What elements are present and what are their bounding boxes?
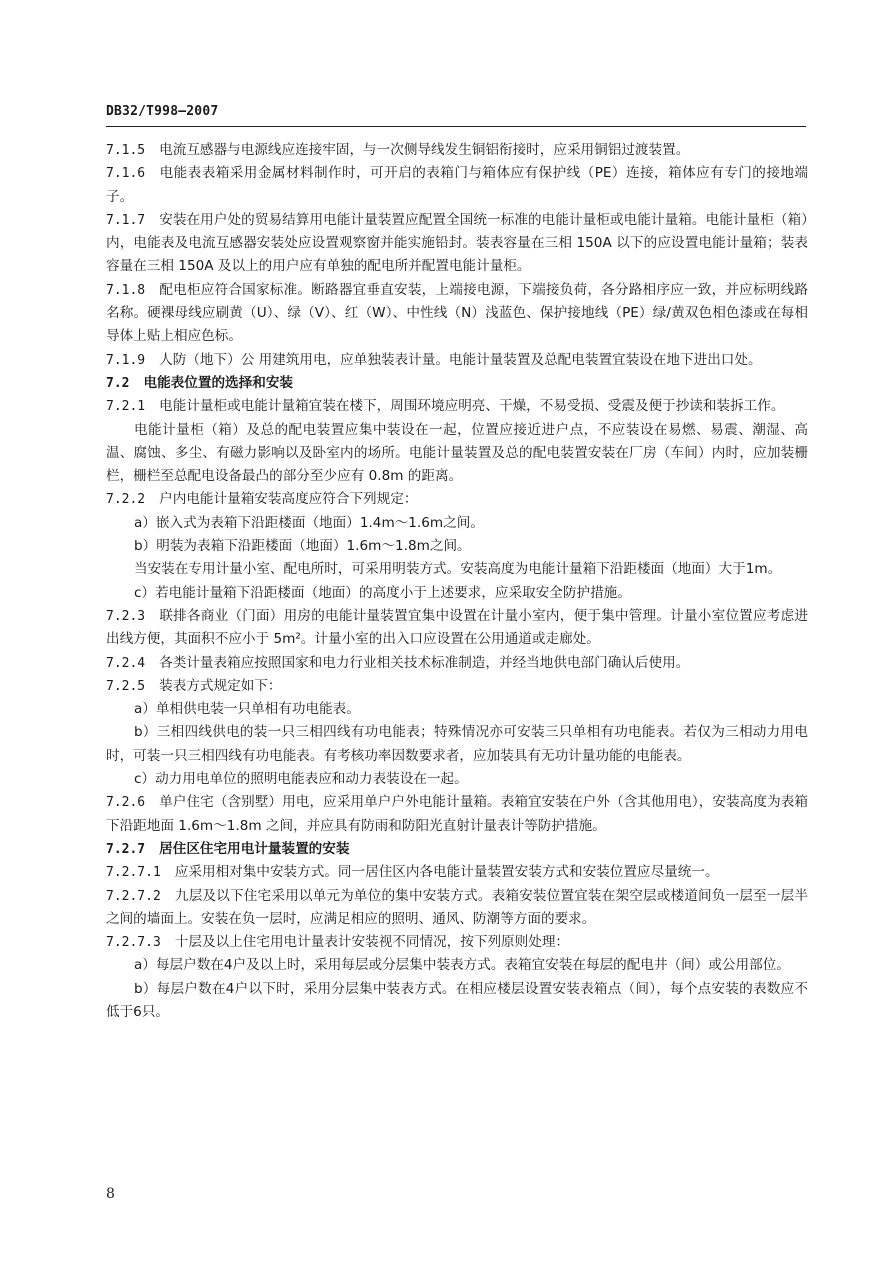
clause-text: 单户住宅（含别墅）用电，应采用单户户外电能计量箱。表箱宜安装在户外（含其他用电），安装高度为表箱下沿距地面 1.6m～1.8m 之间，并应具有防雨和防阳光直射计量表计等防护措施。 — [106, 794, 808, 834]
paragraph — [106, 558, 808, 581]
document-body — [106, 139, 808, 1024]
page-number: 8 — [106, 1186, 115, 1202]
clause-text: 当安装在专用计量小室、配电所时，可采用明装方式。安装高度为电能计量箱下沿距楼面（地面）大于1m。 — [134, 561, 782, 578]
header-rule — [106, 126, 806, 127]
clause-text: 电能计量柜（箱）及总的配电装置应集中装设在一起，位置应接近进户点，不应装设在易燃、易震、潮湿、高温、腐蚀、多尘、有磁力影响以及卧室内的场所。电能计量装置及总的配电装置安装在厂房（车间）内时，应加装栅栏，栅栏至总配电设备最凸的部分至少应有 0.8m 的距离。 — [106, 421, 808, 485]
clause-text: a）每层户数在4户及以上时，采用每层或分层集中装表方式。表箱宜安装在每层的配电井（间）或公用部位。 — [134, 957, 790, 974]
clause-number: 7.2.7.3 — [106, 935, 161, 951]
clause-text: 应采用相对集中安装方式。同一居住区内各电能计量装置安装方式和安装位置应尽量统一。 — [174, 864, 719, 881]
clause-text: b）明装为表箱下沿距楼面（地面）1.6m～1.8m之间。 — [134, 538, 471, 555]
paragraph — [106, 954, 808, 977]
clause-text: 十层及以上住宅用电计量表计安装视不同情况，按下列原则处理： — [174, 934, 570, 951]
paragraph — [106, 279, 808, 349]
clause-text: 各类计量表箱应按照国家和电力行业相关技术标准制造，并经当地供电部门确认后使用。 — [159, 654, 690, 671]
paragraph — [106, 139, 808, 162]
clause-text: b）每层户数在4户以下时，采用分层集中装表方式。在相应楼层设置安装表箱点（间），每个点安装的表数应不低于6只。 — [106, 980, 808, 1020]
clause-number: 7.2.3 — [106, 608, 146, 624]
paragraph — [106, 861, 808, 884]
clause-text: 装表方式规定如下： — [159, 677, 282, 694]
paragraph — [106, 885, 808, 932]
clause-number: 7.1.9 — [106, 352, 146, 368]
clause-number: 7.2.6 — [106, 795, 146, 811]
clause-number: 7.2.5 — [106, 678, 146, 694]
clause-text: 户内电能计量箱安装高度应符合下列规定： — [159, 491, 418, 508]
clause-text: 电能表位置的选择和安装 — [143, 374, 294, 391]
clause-text: 联排各商业（门面）用房的电能计量装置宜集中设置在计量小室内，便于集中管理。计量小室位置应考虑进出线方便，其面积不应小于 5m²。计量小室的出入口应设置在公用通道或走廊处。 — [106, 607, 808, 648]
clause-number: 7.1.7 — [106, 212, 146, 228]
paragraph — [106, 349, 808, 372]
section-heading — [106, 372, 808, 395]
section-heading — [106, 838, 808, 861]
clause-text: a）嵌入式为表箱下沿距楼面（地面）1.4m～1.6m之间。 — [134, 514, 484, 531]
clause-number: 7.2 — [106, 375, 130, 391]
paragraph — [106, 582, 808, 605]
clause-number: 7.1.8 — [106, 282, 146, 298]
clause-text: 居住区住宅用电计量装置的安装 — [159, 840, 350, 857]
paragraph — [106, 652, 808, 675]
paragraph — [106, 488, 808, 511]
clause-text: 电能计量柜或电能计量箱宜装在楼下，周围环境应明亮、干燥，不易受损、受震及便于抄读和装拆工作。 — [159, 398, 785, 415]
clause-number: 7.2.2 — [106, 492, 146, 508]
paragraph — [106, 605, 808, 652]
clause-number: 7.2.1 — [106, 399, 146, 415]
clause-text: c）若电能计量箱下沿距楼面（地面）的高度小于上述要求，应采取安全防护措施。 — [134, 584, 631, 601]
paragraph — [106, 209, 808, 279]
clause-number: 7.2.7.1 — [106, 865, 161, 881]
clause-text: 电流互感器与电源线应连接牢固，与一次侧导线发生铜铝衔接时，应采用铜铝过渡装置。 — [159, 142, 690, 158]
clause-number: 7.1.6 — [106, 166, 146, 182]
clause-number: 7.2.7.2 — [106, 888, 161, 904]
document-code: DB32/T998—2007 — [106, 104, 219, 119]
clause-text: 电能表表箱采用金属材料制作时，可开启的表箱门与箱体应有保护线（PE）连接，箱体应有专门的接地端子。 — [106, 165, 808, 205]
paragraph — [106, 768, 808, 791]
clause-text: b）三相四线供电的装一只三相四线有功电能表；特殊情况亦可安装三只单相有功电能表。若仅为三相动力用电时，可装一只三相四线有功电能表。有考核功率因数要求者，应加装具有无功计量功能的电能表。 — [106, 724, 808, 764]
clause-text: 人防（地下）公 用建筑用电，应单独装表计量。电能计量装置及总配电装置宜装设在地下进出口处。 — [159, 351, 762, 368]
clause-number: 7.2.4 — [106, 655, 146, 671]
clause-number: 7.1.5 — [106, 143, 146, 158]
clause-text: 配电柜应符合国家标准。断路器宜垂直安装，上端接电源，下端接负荷，各分路相序应一致，并应标明线路名称。硬裸母线应刷黄（U）、绿（V）、红（W）、中性线（N）浅蓝色、保护接地线（PE）绿/黄双色相色漆或在每相导体上贴上相应色标。 — [106, 281, 808, 345]
paragraph — [106, 931, 808, 954]
paragraph — [106, 721, 808, 768]
paragraph — [106, 512, 808, 535]
clause-text: a）单相供电装一只单相有功电能表。 — [134, 701, 360, 718]
paragraph — [106, 698, 808, 721]
paragraph — [106, 675, 808, 698]
clause-text: 安装在用户处的贸易结算用电能计量装置应配置全国统一标准的电能计量柜或电能计量箱。电能计量柜（箱）内，电能表及电流互感器安装处应设置观察窗并能实施铅封。装表容量在三相 150A 以下的应设置电能计量箱；装表容量在三相 150A 及以上的用户应有单独的配电所并配置电能计量柜。 — [106, 211, 808, 275]
clause-text: 九层及以下住宅采用以单元为单位的集中安装方式。表箱安装位置宜装在架空层或楼道间负一层至一层半之间的墙面上。安装在负一层时，应满足相应的照明、通风、防潮等方面的要求。 — [106, 887, 808, 927]
clause-number: 7.2.7 — [106, 841, 146, 857]
paragraph — [106, 535, 808, 558]
paragraph — [106, 978, 808, 1025]
paragraph — [106, 395, 808, 418]
paragraph — [106, 791, 808, 838]
paragraph — [106, 162, 808, 209]
clause-text: c）动力用电单位的照明电能表应和动力表装设在一起。 — [134, 771, 468, 788]
paragraph — [106, 419, 808, 489]
